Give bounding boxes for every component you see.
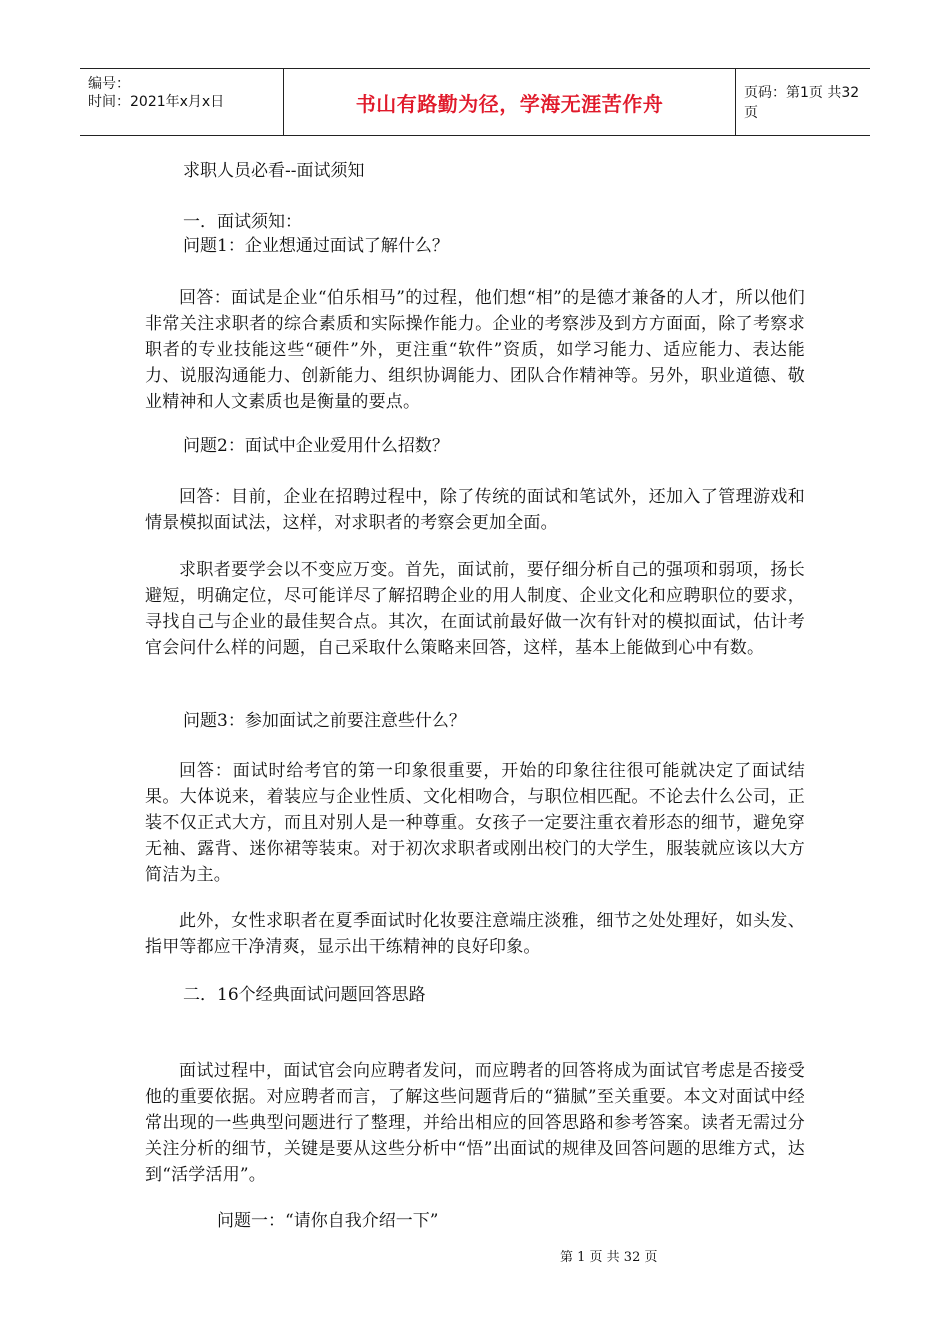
doc-title: 求职人员必看--面试须知 [183, 161, 365, 181]
question-2: 问题2：面试中企业爱用什么招数？ [183, 436, 449, 456]
answer-2: 回答：目前，企业在招聘过程中，除了传统的面试和笔试外，还加入了管理游戏和情景模拟面试法，这样，对求职者的考察会更加全面。 [145, 487, 805, 533]
section-1-heading: 一．面试须知： [183, 212, 302, 232]
header-page-cell [736, 69, 870, 135]
time-label: 时间：2021年x月x日 [88, 94, 225, 110]
page-label: 页码：第1页 共32页 [744, 85, 860, 121]
answer-3: 回答：面试时给考官的第一印象很重要，开始的印象往往很可能就决定了面试结果。大体说来，着装应与企业性质、文化相吻合，与职位相匹配。不论去什么公司，正装不仅正式大方，而且对别人是一种尊重。女孩子一定要注重衣着形态的细节，避免穿无袖、露背、迷你裙等装束。对于初次求职者或刚出校门的大学生，服装就应该以大方简洁为主。 [145, 761, 805, 885]
motto: 书山有路勤为径，学海无涯苦作舟 [355, 91, 664, 116]
question-1: 问题1：企业想通过面试了解什么？ [183, 236, 449, 256]
section-2-intro: 面试过程中，面试官会向应聘者发问，而应聘者的回答将成为面试官考虑是否接受他的重要依据。对应聘者而言，了解这些问题背后的“猫腻”至关重要。本文对面试中经常出现的一些典型问题进行了整理，并给出相应的回答思路和参考答案。读者无需过分关注分析的细节，关键是要从这些分析中“悟”出面试的规律及回答问题的思维方式，达到“活学活用”。 [145, 1061, 805, 1185]
answer-3-continued: 此外，女性求职者在夏季面试时化妆要注意端庄淡雅，细节之处处理好，如头发、指甲等都应干净清爽，显示出干练精神的良好印象。 [145, 911, 805, 957]
question-3: 问题3：参加面试之前要注意些什么？ [183, 711, 466, 731]
header-motto-cell [284, 69, 736, 135]
page-header [80, 68, 870, 136]
number-label: 编号： [88, 76, 130, 92]
page-footer: 第 1 页 共 32 页 [560, 1250, 658, 1265]
section-2-heading: 二．16个经典面试问题回答思路 [183, 985, 426, 1005]
question-one: 问题一：“请你自我介绍一下” [217, 1211, 439, 1231]
header-meta-cell [80, 69, 284, 135]
answer-1: 回答：面试是企业“伯乐相马”的过程，他们想“相”的是德才兼备的人才，所以他们非常关注求职者的综合素质和实际操作能力。企业的考察涉及到方方面面，除了考察求职者的专业技能这些“硬件”外，更注重“软件”资质，如学习能力、适应能力、表达能力、说服沟通能力、创新能力、组织协调能力、团队合作精神等。另外，职业道德、敬业精神和人文素质也是衡量的要点。 [145, 288, 805, 412]
answer-2-continued: 求职者要学会以不变应万变。首先，面试前，要仔细分析自己的强项和弱项，扬长避短，明确定位，尽可能详尽了解招聘企业的用人制度、企业文化和应聘职位的要求，寻找自己与企业的最佳契合点。其次，在面试前最好做一次有针对的模拟面试，估计考官会问什么样的问题，自己采取什么策略来回答，这样，基本上能做到心中有数。 [145, 560, 805, 658]
